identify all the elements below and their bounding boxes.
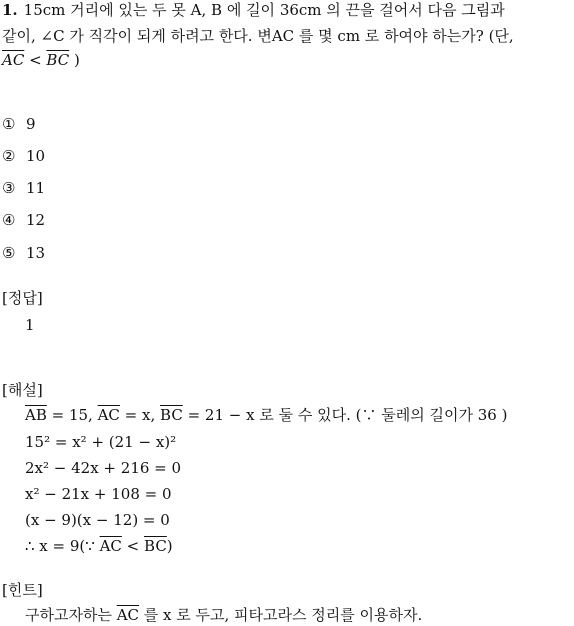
choice-mark: ① — [2, 115, 16, 133]
solution-line-1 — [25, 405, 507, 425]
segment-ab: $\overline{AB}$ — [25, 406, 47, 424]
solution-heading: [해설] — [2, 381, 43, 399]
question-number: 1. — [2, 1, 18, 19]
segment-bc: $\overline{BC}$ — [46, 51, 70, 69]
choice-1[interactable] — [2, 114, 36, 134]
choice-mark: ② — [2, 147, 16, 165]
hint-line — [25, 605, 422, 625]
choice-5[interactable] — [2, 243, 45, 263]
answer-heading: [정답] — [2, 289, 43, 307]
choice-3[interactable] — [2, 178, 45, 198]
hint-heading: [힌트] — [2, 581, 43, 599]
segment-ac: $\overline{AC}$ — [2, 51, 25, 69]
question-line-2 — [2, 26, 514, 46]
choice-4[interactable] — [2, 210, 45, 230]
choice-value: 9 — [26, 115, 36, 133]
segment-bc: $\overline{BC}$ — [160, 406, 183, 424]
hint-text: 구하고자하는 — [25, 606, 117, 624]
choice-mark: ④ — [2, 211, 16, 229]
solution-text: = 15, — [46, 406, 98, 424]
solution-line-3: 2x² − 42x + 216 = 0 — [25, 459, 182, 477]
segment-ac: $\overline{AC}$ — [116, 606, 140, 624]
question-close: ) — [69, 51, 80, 69]
answer-value: 1 — [25, 316, 35, 334]
segment-ac: $\overline{AC}$ — [99, 537, 122, 555]
solution-line-2: 15² = x² + (21 − x)² — [25, 433, 177, 451]
solution-text: = x, — [119, 406, 161, 424]
segment-bc: $\overline{BC}$ — [144, 537, 167, 555]
question-line-1 — [2, 0, 505, 20]
choice-value: 12 — [26, 211, 46, 229]
segment-ac: $\overline{AC}$ — [97, 406, 120, 424]
question-line-3 — [2, 50, 80, 70]
solution-text: = 21 − x 로 둘 수 있다. (∵ 둘레의 길이가 36 ) — [182, 406, 508, 424]
solution-text: ∴ x = 9(∵ — [25, 537, 100, 555]
solution-line-4: x² − 21x + 108 = 0 — [25, 485, 172, 503]
less-than: < — [121, 537, 145, 555]
choice-mark: ③ — [2, 179, 16, 197]
solution-line-5: (x − 9)(x − 12) = 0 — [25, 511, 170, 529]
question-text-1: 15cm 거리에 있는 두 못 A, B 에 길이 36cm 의 끈을 걸어서 다음 그림과 — [23, 1, 505, 19]
solution-line-6 — [25, 536, 173, 556]
less-than: < — [24, 51, 47, 69]
choice-2[interactable] — [2, 146, 45, 166]
question-text-2: 같이, ∠C 가 직각이 되게 하려고 한다. 변AC 를 몇 cm 로 하여야 하는가? (단, — [2, 27, 514, 45]
choice-value: 11 — [26, 179, 46, 197]
hint-text: 를 x 로 두고, 피타고라스 정리를 이용하자. — [139, 606, 423, 624]
choice-mark: ⑤ — [2, 244, 16, 262]
choice-value: 10 — [26, 147, 46, 165]
solution-text: ) — [166, 537, 173, 555]
choice-value: 13 — [26, 244, 46, 262]
